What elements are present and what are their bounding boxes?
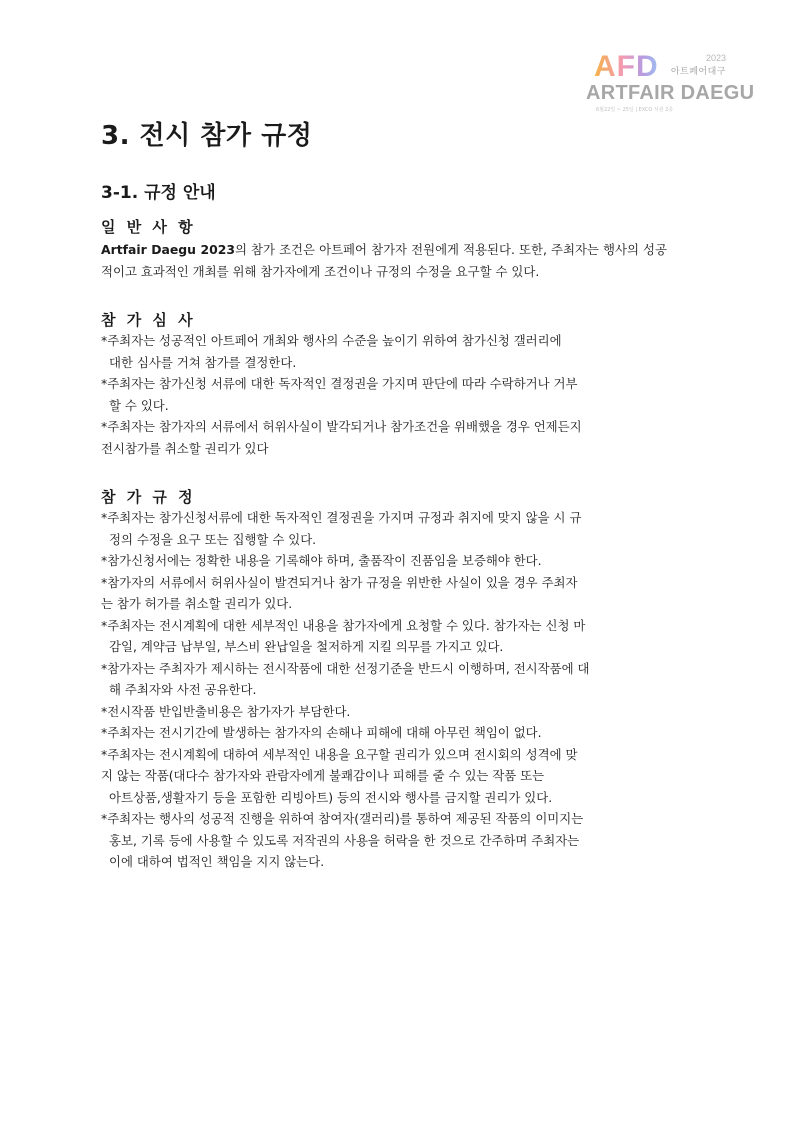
event-name: Artfair Daegu 2023 xyxy=(101,242,235,257)
rules-line: 지 않는 작품(대다수 참가자와 관람자에게 불쾌감이나 피해를 줄 수 있는 작품 또는 xyxy=(101,768,545,783)
review-line: 대한 심사를 거쳐 참가를 결정한다. xyxy=(109,354,297,370)
rules-line: *참가신청서에는 정확한 내용을 기록해야 하며, 출품작이 진품임을 보증해야 한다. xyxy=(101,553,542,568)
rules-line: *주최자는 전시계획에 대한 세부적인 내용을 참가자에게 요청할 수 있다. 참가자는 신청 마 xyxy=(101,617,586,633)
review-line: 할 수 있다. xyxy=(109,397,169,413)
rules-line: 감일, 계약금 납부일, 부스비 완납일을 철저하게 지킬 의무를 가지고 있다. xyxy=(109,639,504,654)
logo-year: 2023 xyxy=(705,53,726,63)
review-list xyxy=(101,330,667,459)
review-line: *주최자는 참가신청 서류에 대한 독자적인 결정권을 가지며 판단에 따라 수락하거나 거부 xyxy=(101,376,578,391)
rules-line: *주최자는 행사의 성공적 진행을 위하여 참여자(갤러리)를 통하여 제공된 작품의 이미지는 xyxy=(101,811,584,826)
rules-line: *참가자는 주최자가 제시하는 전시작품에 대한 선정기준을 반드시 이행하며, 전시작품에 대 xyxy=(101,660,590,676)
artfair-daegu-logo xyxy=(586,50,755,116)
rules-line: 해 주최자와 사전 공유한다. xyxy=(109,682,257,697)
logo-brand-name: ARTFAIR DAEGU xyxy=(586,82,755,104)
review-line: *주최자는 성공적인 아트페어 개최와 행사의 수준을 높이기 위하여 참가신청 갤러리에 xyxy=(101,333,562,348)
rules-line: *전시작품 반입반출비용은 참가자가 부담한다. xyxy=(101,703,351,719)
logo-korean-name: 아트페어대구 xyxy=(670,67,726,77)
rules-line: 홍보, 기록 등에 사용할 수 있도록 저작권의 사용을 허락을 한 것으로 간주하며 주최자는 xyxy=(109,832,580,848)
general-paragraph xyxy=(101,239,667,282)
rules-line: *주최자는 전시계획에 대하여 세부적인 내용을 요구할 권리가 있으며 전시회의 성격에 맞 xyxy=(101,746,578,762)
rules-line: 이에 대하여 법적인 책임을 지지 않는다. xyxy=(109,854,325,869)
rules-line: 정의 수정을 요구 또는 집행할 수 있다. xyxy=(109,531,317,547)
section-title: 3-1. 규정 안내 xyxy=(101,183,216,203)
document-body xyxy=(101,118,667,873)
general-text: 의 참가 조건은 아트페어 참가자 전원에게 적용된다. 또한, 주최자는 행사의 성공적이고 효과적인 개최를 위해 참가자에게 조건이나 규정의 수정을 요구할 수 있다. xyxy=(101,242,667,279)
rules-line: *참가자의 서류에서 허위사실이 발견되거나 참가 규정을 위반한 사실이 있을 경우 주최자 xyxy=(101,574,578,590)
review-line: 전시참가를 취소할 권리가 있다 xyxy=(101,440,269,456)
general-heading: 일 반 사 항 xyxy=(101,218,196,236)
review-line: *주최자는 참가자의 서류에서 허위사실이 발각되거나 참가조건을 위배했을 경우 언제든지 xyxy=(101,419,582,434)
rules-line: 는 참가 허가를 취소할 권리가 있다. xyxy=(101,596,293,611)
logo-date-venue: 6월22일 ~ 25일 | EXCO 서관 2층 xyxy=(596,107,674,113)
review-heading: 참 가 심 사 xyxy=(101,311,196,329)
rules-list xyxy=(101,507,667,873)
logo-mark: AFD xyxy=(594,50,659,83)
rules-line: *주최자는 전시기간에 발생하는 참가자의 손해나 피해에 대해 아무런 책임이 없다. xyxy=(101,725,542,740)
page-title: 3. 전시 참가 규정 xyxy=(101,121,313,151)
rules-line: 아트상품,생활자기 등을 포함한 리빙아트) 등의 전시와 행사를 금지할 권리가 있다. xyxy=(109,789,553,805)
rules-line: *주최자는 참가신청서류에 대한 독자적인 결정권을 가지며 규정과 취지에 맞지 않을 시 규 xyxy=(101,510,582,525)
rules-heading: 참 가 규 정 xyxy=(101,488,196,506)
